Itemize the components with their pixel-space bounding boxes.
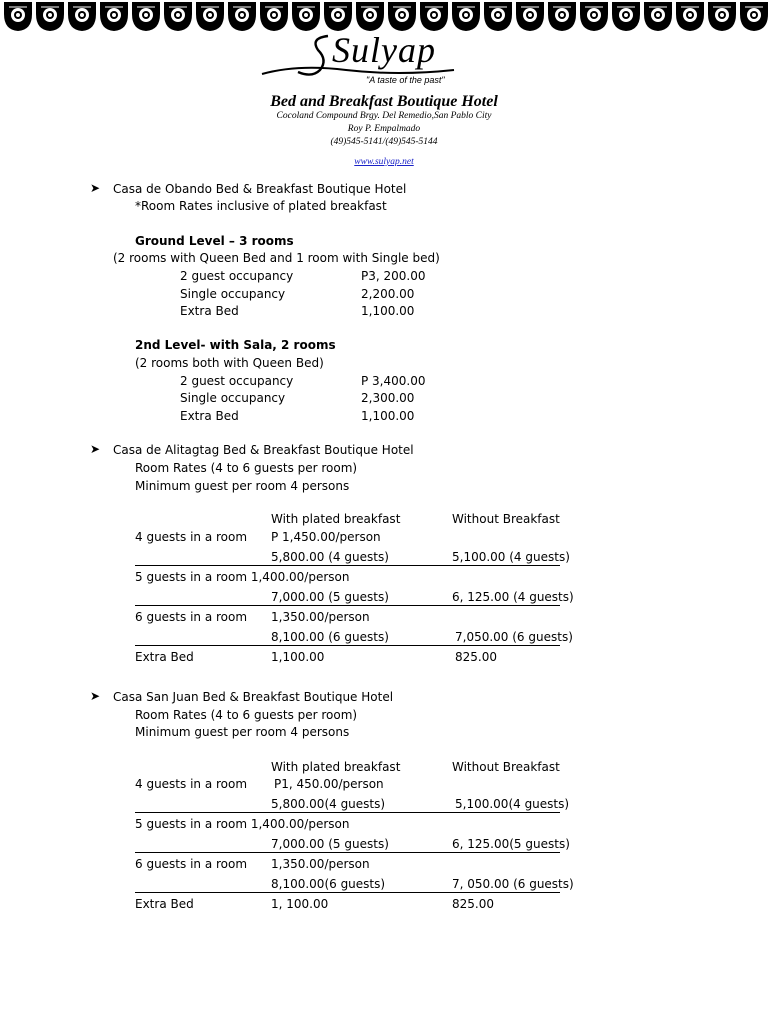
logo-text: Sulyap xyxy=(332,30,436,70)
obando-ground-value-0: P3, 200.00 xyxy=(361,269,426,283)
alitagtag-r6-without: 7,050.00 (6 guests) xyxy=(455,630,573,644)
sanjuan-extra-without: 825.00 xyxy=(452,897,494,911)
sanjuan-r6-label: 6 guests in a room xyxy=(135,857,248,871)
table-rule xyxy=(135,645,560,646)
obando-second-label-1: Single occupancy xyxy=(180,391,286,405)
sanjuan-r4-per: P1, 450.00/person xyxy=(274,777,384,791)
obando-ground-value-1: 2,200.00 xyxy=(361,287,415,301)
obando-ground-label-2: Extra Bed xyxy=(180,304,239,318)
alitagtag-r4-without: 5,100.00 (4 guests) xyxy=(452,550,570,564)
sanjuan-min-line: Minimum guest per room 4 persons xyxy=(135,725,350,739)
alitagtag-r5-with: 7,000.00 (5 guests) xyxy=(271,590,389,604)
alitagtag-r4-with: 5,800.00 (4 guests) xyxy=(271,550,389,564)
sanjuan-r4-with: 5,800.00(4 guests) xyxy=(271,797,386,811)
table-rule xyxy=(135,812,560,813)
sanjuan-r5-with: 7,000.00 (5 guests) xyxy=(271,837,389,851)
bullet-arrow-icon: ➤ xyxy=(90,181,101,195)
alitagtag-col-with: With plated breakfast xyxy=(271,512,401,526)
obando-second-value-0: P 3,400.00 xyxy=(361,374,426,388)
table-rule xyxy=(135,892,560,893)
alitagtag-col-without: Without Breakfast xyxy=(452,512,560,526)
table-rule xyxy=(135,852,560,853)
obando-second-heading: 2nd Level- with Sala, 2 rooms xyxy=(135,338,336,352)
tagline: "A taste of the past" xyxy=(366,75,445,85)
obando-second-label-2: Extra Bed xyxy=(180,409,239,423)
alitagtag-extra-label: Extra Bed xyxy=(135,650,194,664)
obando-ground-label-1: Single occupancy xyxy=(180,287,286,301)
sanjuan-col-with: With plated breakfast xyxy=(271,760,401,774)
obando-note: *Room Rates inclusive of plated breakfast xyxy=(135,199,387,213)
obando-ground-value-2: 1,100.00 xyxy=(361,304,415,318)
phone-numbers: (49)545-5141/(49)545-5144 xyxy=(330,137,438,147)
alitagtag-r5-without: 6, 125.00 (4 guests) xyxy=(452,590,574,604)
alitagtag-rates-line: Room Rates (4 to 6 guests per room) xyxy=(135,461,358,475)
table-rule xyxy=(135,565,560,566)
bullet-arrow-icon: ➤ xyxy=(90,689,101,703)
obando-ground-label-0: 2 guest occupancy xyxy=(180,269,294,283)
alitagtag-r4-per: P 1,450.00/person xyxy=(271,530,381,544)
sanjuan-rates-line: Room Rates (4 to 6 guests per room) xyxy=(135,708,358,722)
obando-second-value-2: 1,100.00 xyxy=(361,409,415,423)
table-rule xyxy=(135,605,560,606)
sanjuan-col-without: Without Breakfast xyxy=(452,760,560,774)
sanjuan-title: Casa San Juan Bed & Breakfast Boutique Hotel xyxy=(113,690,394,704)
contact-name: Roy P. Empalmado xyxy=(347,124,421,134)
logo xyxy=(258,30,498,90)
sanjuan-r6-with: 8,100.00(6 guests) xyxy=(271,877,386,891)
address: Cocoland Compound Brgy. Del Remedio,San Pablo City xyxy=(276,111,492,121)
obando-ground-heading: Ground Level – 3 rooms xyxy=(135,234,294,248)
decorative-scallop-border xyxy=(0,0,768,34)
sanjuan-r5-label: 5 guests in a room 1,400.00/person xyxy=(135,817,350,831)
obando-second-label-0: 2 guest occupancy xyxy=(180,374,294,388)
obando-title: Casa de Obando Bed & Breakfast Boutique Hotel xyxy=(113,182,407,196)
website-link[interactable]: www.sulyap.net xyxy=(354,157,414,167)
obando-second-value-1: 2,300.00 xyxy=(361,391,415,405)
alitagtag-r4-label: 4 guests in a room xyxy=(135,530,248,544)
website-row xyxy=(0,149,768,168)
sanjuan-r4-label: 4 guests in a room xyxy=(135,777,248,791)
alitagtag-r6-with: 8,100.00 (6 guests) xyxy=(271,630,389,644)
alitagtag-r5-label: 5 guests in a room 1,400.00/person xyxy=(135,570,350,584)
sanjuan-r6-per: 1,350.00/person xyxy=(271,857,370,871)
sanjuan-r4-without: 5,100.00(4 guests) xyxy=(455,797,570,811)
alitagtag-r6-label: 6 guests in a room xyxy=(135,610,248,624)
alitagtag-r6-per: 1,350.00/person xyxy=(271,610,370,624)
sanjuan-extra-label: Extra Bed xyxy=(135,897,194,911)
obando-second-sub: (2 rooms both with Queen Bed) xyxy=(135,356,324,370)
sanjuan-r6-without: 7, 050.00 (6 guests) xyxy=(452,877,574,891)
alitagtag-min-line: Minimum guest per room 4 persons xyxy=(135,479,350,493)
alitagtag-extra-without: 825.00 xyxy=(455,650,497,664)
obando-ground-sub: (2 rooms with Queen Bed and 1 room with Single bed) xyxy=(113,251,440,265)
bullet-arrow-icon: ➤ xyxy=(90,442,101,456)
sanjuan-r5-without: 6, 125.00(5 guests) xyxy=(452,837,570,851)
sanjuan-extra-with: 1, 100.00 xyxy=(271,897,329,911)
alitagtag-extra-with: 1,100.00 xyxy=(271,650,325,664)
hotel-title: Bed and Breakfast Boutique Hotel xyxy=(270,93,498,110)
alitagtag-title: Casa de Alitagtag Bed & Breakfast Boutique Hotel xyxy=(113,443,414,457)
